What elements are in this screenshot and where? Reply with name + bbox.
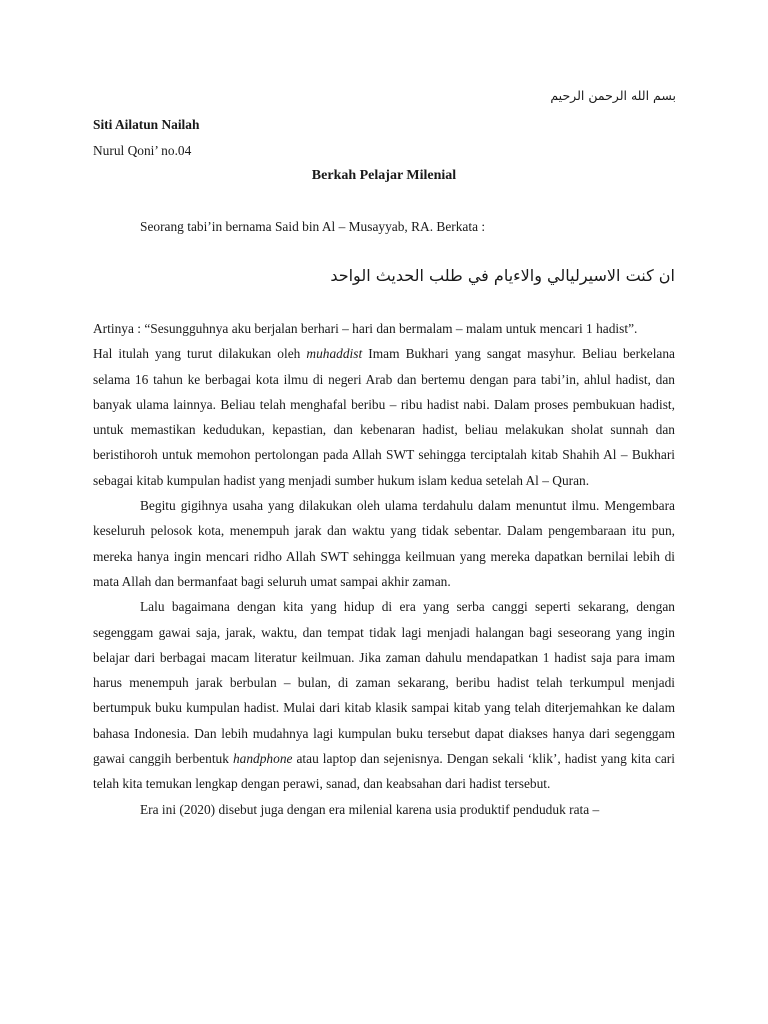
body-text bbox=[93, 316, 675, 822]
paragraph-2: Begitu gigihnya usaha yang dilakukan oleh ulama terdahulu dalam menuntut ilmu. Mengembara keseluruh pelosok kota, menempuh jarak dan waktu yang tidak sebentar. Dalam pengembaraan itu pun, mereka hanya ingin mencari ridho Allah SWT sehingga keilmuan yang mereka dapatkan bernilai lebih di mata Allah dan bermanfaat bagi seluruh umat sampai akhir zaman. bbox=[93, 498, 675, 589]
intro-line: Seorang tabi’in bernama Said bin Al – Musayyab, RA. Berkata : bbox=[140, 219, 486, 234]
translation-paragraph: Artinya : “Sesungguhnya aku berjalan berhari – hari dan bermalam – malam untuk mencari 1 hadist”. bbox=[93, 321, 638, 336]
paragraph-4: Era ini (2020) disebut juga dengan era milenial karena usia produktif penduduk rata – bbox=[140, 801, 600, 817]
basmala-heading: بسم الله الرحمن الرحيم bbox=[550, 88, 676, 103]
arabic-quote: ان كنت الاسيرليالي والاءيام في طلب الحديث الواحد bbox=[330, 266, 675, 285]
paragraph-3-text-a: Lalu bagaimana dengan kita yang hidup di era yang serba canggi seperti sekarang, dengan segenggam gawai saja, jarak, waktu, dan tempat tidak lagi menjadi halangan bagi seseorang yang ingin belajar dari berbagai macam literatur keilmuan. Jika zaman dahulu mendapatkan 1 hadist saja para imam harus menempuh jarak berbulan – bulan, di zaman sekarang, beribu hadist telah terkumpul menjadi bertumpuk buku kumpulan hadist. Mulai dari kitab klasik sampai kitab yang telah diterjemahkan ke dalam bahasa Indonesia. Dan lebih mudahnya lagi kumpulan buku tersebut dapat diakses hanya dari segenggam gawai canggih berbentuk bbox=[93, 599, 675, 767]
paragraph-1-text-b: Imam Bukhari yang sangat masyhur. Beliau berkelana selama 16 tahun ke berbagai kota ilmu di negeri Arab dan bertemu dengan para tabi’in, ahlul hadist, dan banyak ulama lainnya. Beliau telah menghafal beribu – ribu hadist nabi. Dalam proses pembukuan hadist, untuk memastikan kedudukan, kepastian, dan kebenaran hadist, beliau melakukan sholat sunnah dan beristihoroh untuk memohon pertolongan pada Allah SWT sehingga terciptalah kitab Shahih Al – Bukhari sebagai kitab kumpulan hadist yang menjadi sumber hukum islam kedua setelah Al – Quran. bbox=[93, 346, 676, 488]
class-info: Nurul Qoni’ no.04 bbox=[93, 143, 192, 158]
paragraph-3-italic-term: handphone bbox=[232, 751, 293, 767]
paragraph-1-text-a: Hal itulah yang turut dilakukan oleh bbox=[93, 346, 307, 362]
document-title: Berkah Pelajar Milenial bbox=[311, 168, 457, 183]
paragraph-1 bbox=[93, 341, 675, 493]
author-name: Siti Ailatun Nailah bbox=[93, 117, 200, 132]
paragraph-3 bbox=[93, 594, 675, 796]
paragraph-1-italic-term: muhaddist bbox=[306, 346, 363, 362]
paragraph-3-text-b: atau laptop dan sejenisnya. Dengan sekali ‘klik’, hadist yang kita cari telah kita temukan lengkap dengan perawi, sanad, dan keabsahan dari hadist tersebut. bbox=[93, 751, 675, 792]
